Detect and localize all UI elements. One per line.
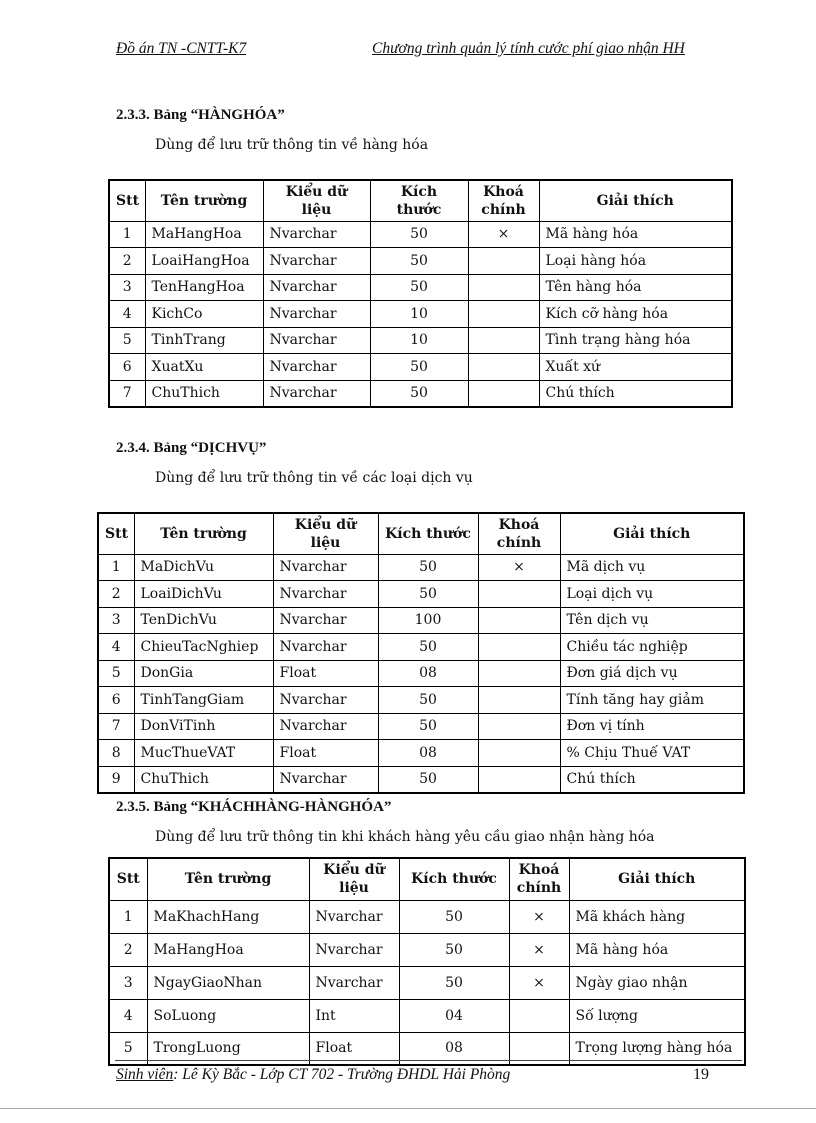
cell-khoa-chinh: [478, 740, 560, 767]
cell-ten-truong: TenHangHoa: [145, 274, 263, 301]
cell-kieu-du-lieu: Nvarchar: [263, 274, 370, 301]
cell-khoa-chinh: [478, 766, 560, 793]
cell-kieu-du-lieu: Nvarchar: [273, 607, 378, 634]
cell-kieu-du-lieu: Nvarchar: [263, 221, 370, 248]
cell-ten-truong: MaHangHoa: [145, 221, 263, 248]
col-stt: Stt: [109, 180, 145, 221]
table-header-row: [109, 858, 745, 900]
page-number: 19: [693, 1066, 709, 1083]
section-title-khachhang-hanghoa: 2.3.5. Bảng “KHÁCHHÀNG-HÀNGHÓA”: [116, 799, 392, 815]
col-khoa-chinh: Khoá chính: [478, 513, 560, 554]
cell-kich-thuoc: 50: [378, 687, 478, 714]
cell-kieu-du-lieu: Nvarchar: [263, 327, 370, 354]
cell-ten-truong: MaKhachHang: [147, 900, 309, 933]
cell-ten-truong: ChuThich: [134, 766, 273, 793]
cell-ten-truong: SoLuong: [147, 999, 309, 1032]
cell-kich-thuoc: 50: [370, 380, 468, 407]
col-kich-thuoc: Kích thước: [378, 513, 478, 554]
table-row: [98, 607, 744, 634]
cell-ten-truong: TrongLuong: [147, 1032, 309, 1065]
cell-giai-thich: Mã khách hàng: [569, 900, 745, 933]
table-row: [98, 740, 744, 767]
cell-khoa-chinh: [468, 274, 539, 301]
cell-kieu-du-lieu: Nvarchar: [309, 933, 399, 966]
cell-kieu-du-lieu: Nvarchar: [263, 354, 370, 381]
cell-stt: 1: [109, 221, 145, 248]
cell-stt: 7: [98, 713, 134, 740]
footer-student-text: : Lê Kỳ Bắc - Lớp CT 702 - Trường ĐHDL Hải Phòng: [173, 1066, 511, 1083]
footer-student: [116, 1066, 510, 1084]
cell-ten-truong: TenDichVu: [134, 607, 273, 634]
col-kieu-du-lieu: Kiểu dữ liệu: [273, 513, 378, 554]
col-kich-thuoc: Kích thước: [399, 858, 509, 900]
cell-ten-truong: ChieuTacNghiep: [134, 634, 273, 661]
col-giai-thich: Giải thích: [569, 858, 745, 900]
cell-kich-thuoc: 50: [399, 900, 509, 933]
section-desc-khachhang-hanghoa: Dùng để lưu trữ thông tin khi khách hàng yêu cầu giao nhận hàng hóa: [155, 829, 655, 845]
cell-kich-thuoc: 50: [378, 713, 478, 740]
cell-khoa-chinh: ×: [509, 966, 569, 999]
cell-kieu-du-lieu: Nvarchar: [263, 380, 370, 407]
cell-ten-truong: ChuThich: [145, 380, 263, 407]
table-row: [109, 900, 745, 933]
cell-khoa-chinh: [468, 248, 539, 275]
table-row: [109, 933, 745, 966]
cell-giai-thich: Tên hàng hóa: [539, 274, 732, 301]
cell-stt: 4: [109, 999, 147, 1032]
cell-khoa-chinh: [509, 999, 569, 1032]
cell-kich-thuoc: 08: [378, 660, 478, 687]
cell-ten-truong: XuatXu: [145, 354, 263, 381]
cell-giai-thich: % Chịu Thuế VAT: [560, 740, 744, 767]
cell-stt: 3: [109, 966, 147, 999]
cell-giai-thich: Loại hàng hóa: [539, 248, 732, 275]
cell-giai-thich: Ngày giao nhận: [569, 966, 745, 999]
cell-kich-thuoc: 08: [378, 740, 478, 767]
table-row: [109, 221, 732, 248]
table-row: [98, 554, 744, 581]
cell-kieu-du-lieu: Nvarchar: [263, 301, 370, 328]
cell-giai-thich: Tình trạng hàng hóa: [539, 327, 732, 354]
cell-stt: 1: [98, 554, 134, 581]
cell-khoa-chinh: ×: [468, 221, 539, 248]
cell-giai-thich: Đơn vị tính: [560, 713, 744, 740]
cell-giai-thich: Chú thích: [560, 766, 744, 793]
cell-kieu-du-lieu: Nvarchar: [273, 713, 378, 740]
cell-stt: 8: [98, 740, 134, 767]
cell-stt: 6: [109, 354, 145, 381]
table-clip: [108, 857, 748, 1057]
cell-khoa-chinh: [468, 301, 539, 328]
table-row: [98, 713, 744, 740]
cell-ten-truong: NgayGiaoNhan: [147, 966, 309, 999]
cell-khoa-chinh: ×: [509, 900, 569, 933]
footer-rule: [115, 1060, 742, 1061]
table-row: [109, 999, 745, 1032]
cell-khoa-chinh: [478, 607, 560, 634]
table-row: [98, 660, 744, 687]
cell-kich-thuoc: 50: [370, 248, 468, 275]
cell-stt: 7: [109, 380, 145, 407]
cell-kieu-du-lieu: Nvarchar: [273, 634, 378, 661]
table-row: [109, 327, 732, 354]
cell-ten-truong: DonViTinh: [134, 713, 273, 740]
cell-stt: 2: [109, 933, 147, 966]
cell-stt: 6: [98, 687, 134, 714]
cell-giai-thich: Mã hàng hóa: [569, 933, 745, 966]
table-row: [109, 274, 732, 301]
cell-stt: 9: [98, 766, 134, 793]
cell-khoa-chinh: [478, 660, 560, 687]
cell-kich-thuoc: 08: [399, 1032, 509, 1065]
cell-stt: 3: [98, 607, 134, 634]
table-row: [109, 354, 732, 381]
header-right: Chương trình quản lý tính cước phí giao nhận HH: [372, 40, 685, 57]
cell-kich-thuoc: 50: [378, 581, 478, 608]
cell-stt: 1: [109, 900, 147, 933]
cell-kich-thuoc: 50: [370, 221, 468, 248]
cell-kieu-du-lieu: Nvarchar: [263, 248, 370, 275]
cell-kieu-du-lieu: Nvarchar: [273, 554, 378, 581]
cell-giai-thich: Loại dịch vụ: [560, 581, 744, 608]
col-ten-truong: Tên trường: [145, 180, 263, 221]
cell-kieu-du-lieu: Float: [273, 660, 378, 687]
table-row: [109, 380, 732, 407]
col-giai-thich: Giải thích: [539, 180, 732, 221]
cell-ten-truong: MaHangHoa: [147, 933, 309, 966]
cell-kieu-du-lieu: Float: [309, 1032, 399, 1065]
cell-giai-thich: Đơn giá dịch vụ: [560, 660, 744, 687]
cell-kich-thuoc: 50: [370, 354, 468, 381]
table-row: [98, 581, 744, 608]
table-hanghoa: [108, 179, 733, 408]
table-row: [98, 687, 744, 714]
cell-stt: 5: [109, 1032, 147, 1065]
cell-ten-truong: MucThueVAT: [134, 740, 273, 767]
section-desc-dichvu: Dùng để lưu trữ thông tin về các loại dịch vụ: [155, 470, 473, 486]
cell-kich-thuoc: 10: [370, 301, 468, 328]
section-desc-hanghoa: Dùng để lưu trữ thông tin về hàng hóa: [155, 137, 429, 153]
cell-kieu-du-lieu: Nvarchar: [273, 581, 378, 608]
col-ten-truong: Tên trường: [147, 858, 309, 900]
cell-giai-thich: Chú thích: [539, 380, 732, 407]
cell-kich-thuoc: 50: [399, 966, 509, 999]
cell-kich-thuoc: 04: [399, 999, 509, 1032]
cell-kich-thuoc: 50: [399, 933, 509, 966]
cell-ten-truong: DonGia: [134, 660, 273, 687]
cell-kieu-du-lieu: Nvarchar: [309, 900, 399, 933]
cell-kich-thuoc: 50: [378, 634, 478, 661]
cell-stt: 5: [98, 660, 134, 687]
section-title-dichvu: 2.3.4. Bảng “DỊCHVỤ”: [116, 440, 267, 456]
cell-giai-thich: Kích cỡ hàng hóa: [539, 301, 732, 328]
cell-stt: 5: [109, 327, 145, 354]
table-row: [98, 634, 744, 661]
col-ten-truong: Tên trường: [134, 513, 273, 554]
col-stt: Stt: [98, 513, 134, 554]
cell-ten-truong: LoaiDichVu: [134, 581, 273, 608]
cell-giai-thich: Tên dịch vụ: [560, 607, 744, 634]
table-dichvu: [97, 512, 745, 794]
cell-khoa-chinh: [478, 687, 560, 714]
cell-giai-thich: Mã hàng hóa: [539, 221, 732, 248]
cell-stt: 4: [109, 301, 145, 328]
col-kieu-du-lieu: Kiểu dữ liệu: [263, 180, 370, 221]
cell-giai-thich: Số lượng: [569, 999, 745, 1032]
cell-ten-truong: LoaiHangHoa: [145, 248, 263, 275]
cell-ten-truong: KichCo: [145, 301, 263, 328]
cell-khoa-chinh: ×: [509, 933, 569, 966]
cell-ten-truong: TinhTrang: [145, 327, 263, 354]
cell-giai-thich: Trọng lượng hàng hóa: [569, 1032, 745, 1065]
cell-ten-truong: MaDichVu: [134, 554, 273, 581]
table-row: [109, 966, 745, 999]
cell-kieu-du-lieu: Nvarchar: [309, 966, 399, 999]
cell-giai-thich: Tính tăng hay giảm: [560, 687, 744, 714]
col-giai-thich: Giải thích: [560, 513, 744, 554]
cell-giai-thich: Xuất xứ: [539, 354, 732, 381]
cell-ten-truong: TinhTangGiam: [134, 687, 273, 714]
cell-kieu-du-lieu: Int: [309, 999, 399, 1032]
col-khoa-chinh: Khoá chính: [509, 858, 569, 900]
cell-khoa-chinh: [478, 713, 560, 740]
cell-kieu-du-lieu: Nvarchar: [273, 687, 378, 714]
cell-kich-thuoc: 50: [378, 766, 478, 793]
table-header-row: [109, 180, 732, 221]
cell-khoa-chinh: [468, 380, 539, 407]
col-stt: Stt: [109, 858, 147, 900]
cell-kich-thuoc: 50: [378, 554, 478, 581]
cell-khoa-chinh: [478, 634, 560, 661]
col-kich-thuoc: Kích thước: [370, 180, 468, 221]
cell-khoa-chinh: [478, 581, 560, 608]
cell-kich-thuoc: 50: [370, 274, 468, 301]
table-row: [109, 248, 732, 275]
table-row: [98, 766, 744, 793]
cell-stt: 3: [109, 274, 145, 301]
cell-stt: 2: [98, 581, 134, 608]
page-edge: [0, 1108, 816, 1109]
cell-kich-thuoc: 100: [378, 607, 478, 634]
header-left: Đồ án TN -CNTT-K7: [116, 40, 247, 57]
section-title-hanghoa: 2.3.3. Bảng “HÀNGHÓA”: [116, 107, 285, 123]
table-row: [109, 301, 732, 328]
cell-giai-thich: Chiều tác nghiệp: [560, 634, 744, 661]
cell-khoa-chinh: [468, 327, 539, 354]
cell-khoa-chinh: [468, 354, 539, 381]
table-khachhang-hanghoa: [108, 857, 746, 1066]
col-kieu-du-lieu: Kiểu dữ liệu: [309, 858, 399, 900]
cell-kich-thuoc: 10: [370, 327, 468, 354]
cell-giai-thich: Mã dịch vụ: [560, 554, 744, 581]
cell-kieu-du-lieu: Nvarchar: [273, 766, 378, 793]
col-khoa-chinh: Khoá chính: [468, 180, 539, 221]
cell-stt: 4: [98, 634, 134, 661]
footer-student-label: Sinh viên: [116, 1066, 174, 1083]
cell-stt: 2: [109, 248, 145, 275]
cell-khoa-chinh: ×: [478, 554, 560, 581]
table-header-row: [98, 513, 744, 554]
cell-kieu-du-lieu: Float: [273, 740, 378, 767]
